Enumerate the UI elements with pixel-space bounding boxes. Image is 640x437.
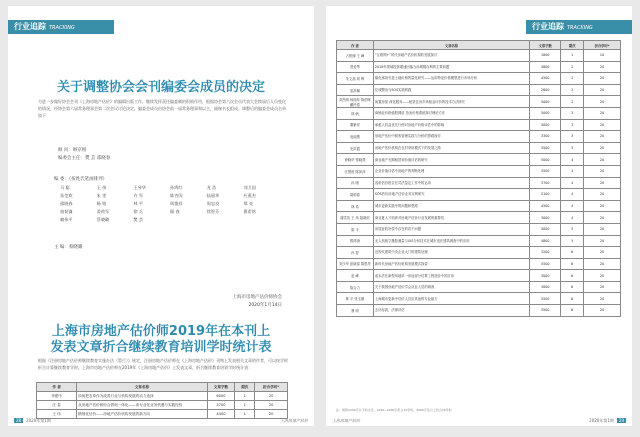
cell-issue: 6 [561,258,584,270]
member-name: 蔡晓璐 [96,217,110,222]
cell-hours: 20 [584,61,621,73]
member-name: 樊 芸 [133,217,144,222]
cell-author: 刘少华 彭晓春 陈思华 [337,258,374,270]
members-grid [60,184,280,224]
cell-author: 朱文晶 刘 辉 [337,73,374,85]
cell-title: 无人机航空摄影测量与GIS分析技术在城市违法建筑调查中的应用 [373,235,529,247]
table-row: 汪 春 从房地产估价和综合咨询一体化——谈专业化业务机遇与实践经验 3700 1 20 [37,401,288,410]
table-row [337,212,621,224]
table-row [337,131,621,143]
cell-issue: 2 [561,84,584,96]
cell-issue: 4 [561,189,584,201]
cell-author: 梁高佩 [337,84,374,96]
cell-title: SOS估价房地产估价业务实例研究 [373,189,529,201]
cell-hours: 10 [584,50,621,62]
cell-author: 孙 智 [337,247,374,259]
cell-title: 新时代房地产估价机构发展模式探索 [373,258,529,270]
table-row [337,73,621,85]
cell-words: 4500 [530,200,561,212]
cell-issue: 3 [561,142,584,154]
cell-author: 孙 刚 [337,177,374,189]
table-row [337,200,621,212]
stats-table-left [36,382,288,419]
col-issue: 期次 [561,41,584,50]
cell-hours: 20 [584,189,621,201]
cell-words: 3200 [530,247,561,259]
signature-org: 上海市房地产估价师协会 [232,295,282,300]
table-row [337,235,621,247]
cell-hours: 20 [584,73,621,85]
footer-title: 上海房地产估价 [280,418,308,423]
cell-issue: 5 [561,235,584,247]
member-name: 曹希铭 [243,209,256,214]
cell-author: 陈合力 [337,281,374,293]
footer-title: 上海房地产估价 [332,418,360,423]
cell-title: 房地产估价机构在农村采用模式下的发展之路 [373,142,529,154]
cell-words: 3500 [530,305,561,317]
cell-title: 商业夏人才培养对房地产估价行业发展的重要性 [373,212,529,224]
member-name: 应燕杰 [243,193,256,198]
table-row [337,142,621,154]
member-name: 刘卫国 [243,185,256,190]
cell-hours: 20 [584,258,621,270]
cell-title: 近现代建筑中央企业大门的建筑处理 [373,247,529,259]
cell-words: 3300 [530,131,561,143]
section-band [8,20,114,34]
table-row [337,258,621,270]
cell-hours: 20 [584,142,621,154]
cell-author: 刘杰明 杨瑞年 陈依晖 戴玲春 [337,96,374,108]
cell-hours: 20 [584,177,621,189]
cell-author: 董紫祥 [337,119,374,131]
table-row [337,281,621,293]
cell-author: 曾爱琴 [337,61,374,73]
cell-title: 2018年领域投资增速回落当前城楼存利的主要问题 [373,61,529,73]
cell-issue: 3 [561,131,584,143]
member-name: 骆韧谦 [60,209,73,214]
cell-words: 1800 [530,50,561,62]
cell-hours: 20 [584,165,621,177]
section-label-en: TRACKING [567,25,593,31]
cell-hours: 20 [584,84,621,96]
member-name: 郑 亮 [243,201,254,206]
cell-title: 去伪存真，法律评估 [373,305,529,317]
col-author: 作 者 [37,383,77,392]
cell-issue: 6 [561,281,584,293]
table-note: 注：建筑1000字以下的文章，1000~2000字折合10学时，3000字及以上折合20学时 [336,408,452,412]
cell-title: 闲置房屋 深化服务——租赁住房市场租金评价的技术方法研究 [373,96,529,108]
col-words: 文章字数 [207,383,235,392]
cell-hours: 20 [584,281,621,293]
cell-title: 城市更新实践中的问题和思路 [373,200,529,212]
member-name: 陆丽华 [206,193,220,198]
cell-author: 史洪霞 [337,142,374,154]
editor-line: 编委会主任：樊 芸 邵晓春 [58,156,111,161]
cell-title: 住城整治与SOS实践的践 [373,84,529,96]
table-row [337,107,621,119]
member-name: 朱 雯 [96,193,107,198]
cell-issue: 6 [561,270,584,282]
table-row: 李建中 如何把农草作为改善行业与机构发展的动力选择 6000 1 20 [37,392,288,401]
cell-hours: 20 [584,212,621,224]
cell-words: 5000 [530,154,561,166]
cell-issue: 6 [561,293,584,305]
signature-date: 2020年1月14日 [248,303,282,308]
section-label-en: TRACKING [49,25,75,31]
col-author: 作 者 [337,41,374,50]
right-page [326,6,632,426]
member-name: 顾 春 [170,209,180,214]
cell-hours: 20 [584,154,621,166]
cell-title: 商业地产长期租赁和价值评估的研究 [373,154,529,166]
section-label: 行业追踪 [14,22,46,31]
cell-issue: 6 [561,305,584,317]
member-name: 姜荷军 [96,209,110,214]
cell-hours: 20 [584,235,621,247]
cell-author: 胡明春 [337,189,374,201]
member-name: 赖伟平 [60,217,73,222]
table-row [337,305,621,317]
page-footer-left [14,418,51,424]
stats-title-line2: 发表文章折合继续教育培训学时统计表 [50,340,272,355]
table-row [337,177,621,189]
stats-title-line1: 上海市房地产估价师2019年在本刊上 [51,324,271,339]
cell-title: 成本法在新型用地单一用途部分估算工程造价中的应用 [373,270,529,282]
cell-author: 赵 峰 [337,270,374,282]
cell-issue: 3 [561,119,584,131]
cell-words: 5000 [530,119,561,131]
cell-title: 关于我国房地产估价学会从业人员的调查 [373,281,529,293]
left-page [8,6,314,426]
cell-title: 浅析估价报告在司法鉴定工作中的运用 [373,177,529,189]
page-number: 28 [16,418,22,423]
cell-issue: 2 [561,96,584,108]
member-name: 邵晓春 [60,201,73,206]
cell-words: 4500 [530,73,561,85]
cell-words: 5000 [530,107,561,119]
cell-issue: 3 [561,107,584,119]
footer-title-right [332,418,360,424]
cell-author: 银鸿涛 [337,235,374,247]
cell-title: 企业价值评估中房地产的判断处理 [373,165,529,177]
cell-words: 3000 [530,281,561,293]
member-name: 陈杏国 [170,193,183,198]
stats-intro: 根据《注册房地产估价师继续教育实施办法（暂行）》规定，注册房地产估价师在《上海房地产估价》刊物上发表相关文章的作者，可以按学时折合计算继续教育学时。上海市房地产估价师在2019年《上海房地产估价》上发表文章，折合继续教育培训学时统计表： [38,358,288,370]
member-name: 许 军 [133,193,144,198]
member-name: 徐 兵 [133,209,144,214]
cell-issue: 5 [561,223,584,235]
col-words: 文章字数 [530,41,561,50]
col-title: 文章名称 [77,383,208,392]
col-hours: 折合学时* [584,41,621,50]
page-number: 29 [618,418,624,423]
table-row [337,247,621,259]
advisor-line: 顾 问：顾京根 [58,148,87,153]
member-name: 林 平 [133,201,144,206]
cell-hours: 20 [584,119,621,131]
table-row [337,293,621,305]
cell-author: 曹 明 [337,305,374,317]
col-hours: 折合学时* [255,383,288,392]
cell-hours: 20 [584,107,621,119]
table-row [337,189,621,201]
cell-hours: 20 [584,247,621,259]
cell-words: 5500 [530,293,561,305]
cell-issue: 4 [561,212,584,224]
page-footer-right [589,418,626,424]
cell-author: 徐晓华 银晓燕 [337,154,374,166]
cell-hours: 20 [584,131,621,143]
cell-author: 汪慧茵 陈萍萍 [337,165,374,177]
cell-author: 林 平 张玉镇 [337,293,374,305]
cell-author: 林 希 [337,200,374,212]
cell-hours: 20 [584,96,621,108]
cell-issue: 4 [561,154,584,166]
decision-title: 关于调整协会会刊编委会成员的决定 [56,80,265,95]
member-name: 龙 浩 [206,185,217,190]
member-name: 朱莹欢 [60,193,73,198]
table-row [337,84,621,96]
cell-title: 缘化承担引进土地价格的量化研究——运用特征价格模型进行市场分析 [373,73,529,85]
members-label: 编 委：（按姓氏笔画排列） [54,177,108,182]
section-label: 行业追踪 [532,22,564,31]
cell-title: 商铺业价格值股网质 拍卖价格系统探讨理论方法 [373,107,529,119]
section-band [526,20,632,34]
cell-issue: 2 [561,61,584,73]
table-row [337,270,621,282]
cell-hours: 20 [584,200,621,212]
cell-words: 3500 [530,142,561,154]
member-name: 杨 铭 [96,201,107,206]
cell-words: 5000 [530,96,561,108]
table-row [337,96,621,108]
stats-table-right [336,40,621,317]
cell-author: 占锐缠 王 峰 [337,50,374,62]
member-name: 马 聪 [60,185,70,190]
cell-issue: 4 [561,177,584,189]
member-name: 王 伟 [96,185,107,190]
cell-words: 5100 [530,189,561,201]
cell-author: 林 帆 [337,107,374,119]
footer-title-left [280,418,308,424]
cell-words: 3000 [530,270,561,282]
table-row [337,165,621,177]
cell-title: 上海城市更新中估价人员应具备的专业能力 [373,293,529,305]
cell-words: 5500 [530,258,561,270]
cell-hours: 20 [584,223,621,235]
cell-title: 房地产估价中税收管理实践与分析的思路探讨 [373,131,529,143]
member-name: 孙鸣红 [170,185,183,190]
cell-issue: 4 [561,165,584,177]
member-name: 王琴华 [133,185,146,190]
table-row [337,119,621,131]
cell-words: 4800 [530,61,561,73]
col-title: 文章名称 [373,41,529,50]
member-name: 周忠良 [206,201,220,206]
table-row [337,223,621,235]
cell-issue: 4 [561,200,584,212]
cell-title: “互联网+”时代房地产估价机构的发展探讨 [373,50,529,62]
member-name: 徐智芬 [206,209,220,214]
cell-issue: 2 [561,73,584,85]
table-row: 王 伟 精细化估价——房地产估价机构发展的新方向 4400 1 20 [37,410,288,419]
cell-issue: 6 [561,247,584,259]
col-issue: 期次 [235,383,255,392]
cell-hours: 20 [584,305,621,317]
cell-words: 3500 [530,165,561,177]
cell-title: 承租人权益优先行使对房地产价格评估中的影响 [373,119,529,131]
cell-hours: 20 [584,293,621,305]
table-row [337,154,621,166]
cell-hours: 20 [584,270,621,282]
cell-words: 3000 [530,212,561,224]
cell-words: 2600 [530,84,561,96]
cell-words: 3700 [530,177,561,189]
table-row [337,50,621,62]
decision-intro: 为进一步做好协会会刊《上海房地产估价》的编辑出版工作，继续发挥责任编委制的积极作用，根据协会第六次会员代表大会换届后人员变化的情况，经协会第六届常务理事会第二次会议讨论决定，编委会成员由协会前一届常务理事和以主，副秘书长组成。调整后的编委会成员名单如下： [38,99,286,118]
footer-issue: 2020年第1期 [26,418,51,423]
member-name: 周俊祥 [170,201,183,206]
cell-title: 房屋征收补偿中存在的若干问题 [373,223,529,235]
cell-author: 陈 平 [337,223,374,235]
cell-author: 潘雪英 王 玮 陆晓培 [337,212,374,224]
cell-author: 庞丽慧 [337,131,374,143]
cell-words: 4800 [530,235,561,247]
footer-issue: 2020年第1期 [589,418,614,423]
cell-issue: 1 [561,50,584,62]
table-row [337,61,621,73]
cell-words: 5000 [530,223,561,235]
chief-editor-line: 主 编：蔡晓璐 [54,245,83,250]
